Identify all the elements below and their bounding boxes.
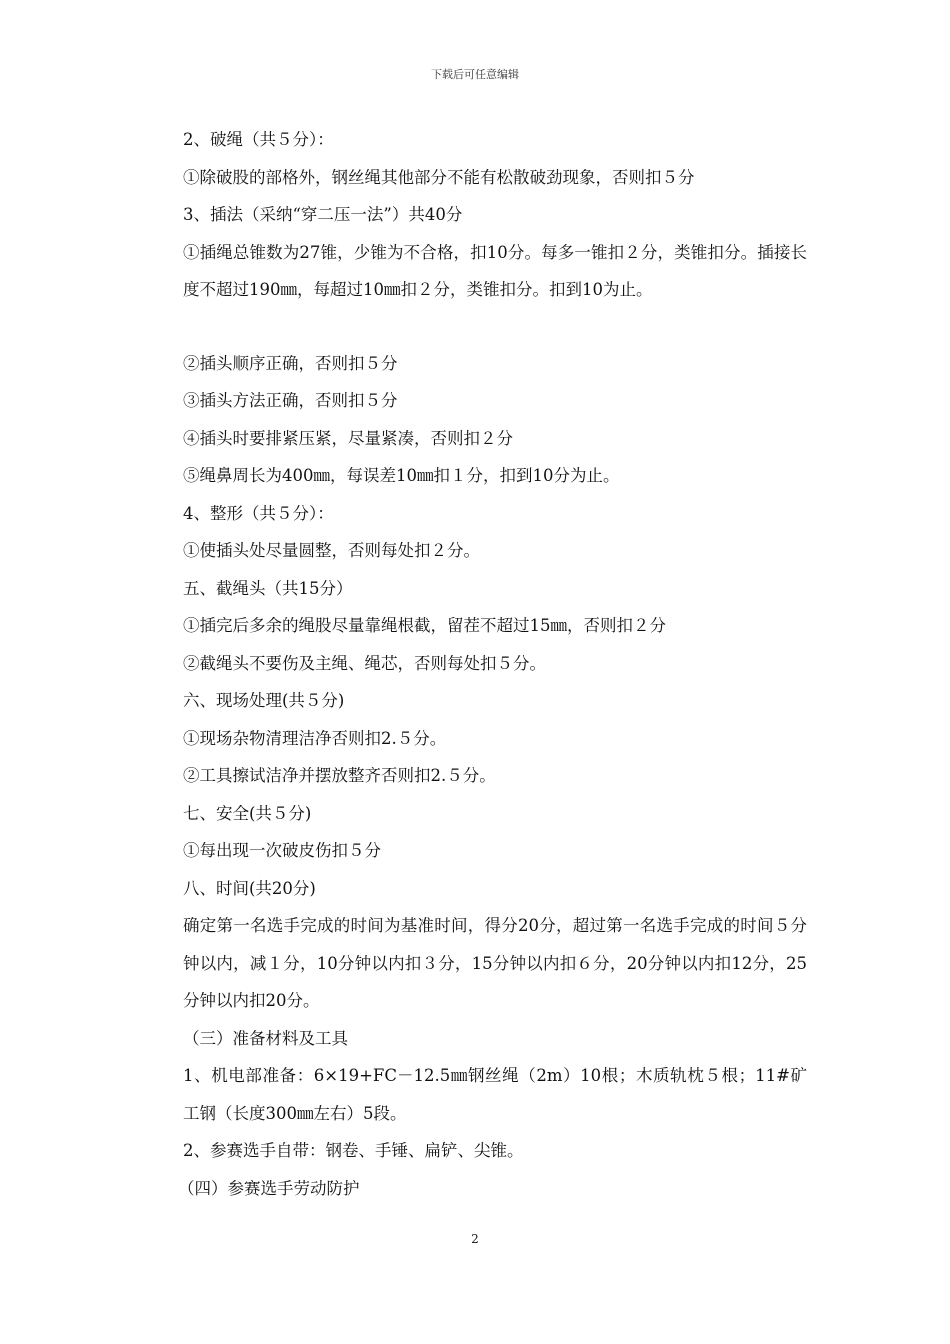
paragraph-broken-rope-heading: 2、破绳（共５分）：: [183, 130, 334, 149]
paragraph-safety-heading: 七、安全(共５分): [183, 803, 312, 823]
paragraph-time-heading: 八、时间(共20分): [183, 878, 316, 898]
paragraph-broken-rope-rule: ①除破股的部格外，钢丝绳其他部分不能有松散破劲现象，否则扣５分: [183, 167, 695, 187]
paragraph-splicing-rule-1: ①插绳总锥数为27锥，少锥为不合格，扣10分。每多一锥扣２分，类锥扣分。插接长度不超过190㎜，每超过10㎜扣２分，类锥扣分。扣到10为止。: [183, 242, 807, 299]
paragraph-cutting-rule-1: ①插完后多余的绳股尽量靠绳根截，留茬不超过15㎜，否则扣２分: [183, 616, 666, 635]
paragraph-site-rule-1: ①现场杂物清理洁净否则扣2.５分。: [183, 728, 447, 748]
paragraph-materials-heading: （三）准备材料及工具: [183, 1028, 348, 1048]
page-header: 下载后可任意编辑: [431, 68, 519, 81]
paragraph-shaping-heading: 4、整形（共５分）：: [183, 503, 334, 523]
paragraph-splicing-rule-4: ④插头时要排紧压紧，尽量紧凑，否则扣２分: [183, 428, 513, 448]
paragraph-protection-heading: （四）参赛选手劳动防护: [178, 1178, 360, 1198]
paragraph-cutting-heading: 五、截绳头（共15分）: [183, 578, 353, 598]
paragraph-site-heading: 六、现场处理(共５分): [183, 691, 345, 710]
paragraph-shaping-rule: ①使插头处尽量圆整，否则每处扣２分。: [183, 541, 480, 560]
page-number: 2: [471, 1232, 479, 1246]
paragraph-cutting-rule-2: ②截绳头不要伤及主绳、绳芯，否则每处扣５分。: [183, 653, 546, 673]
document-body: [145, 121, 807, 1207]
paragraph-site-rule-2: ②工具擦试洁净并摆放整齐否则扣2.５分。: [183, 766, 496, 785]
paragraph-safety-rule: ①每出现一次破皮伤扣５分: [183, 841, 381, 860]
paragraph-splicing-heading: 3、插法（采纳“穿二压一法”）共40分: [183, 205, 463, 224]
paragraph-splicing-rule-5: ⑤绳鼻周长为400㎜，每误差10㎜扣１分，扣到10分为止。: [183, 466, 620, 485]
paragraph-splicing-rule-2: ②插头顺序正确，否则扣５分: [183, 353, 398, 373]
paragraph-materials-item-1: 1、机电部准备：6×19+FC－12.5㎜钢丝绳（2m）10根；木质轨枕５根；11#矿工钢（长度300㎜左右）5段。: [183, 1066, 807, 1123]
paragraph-time-rule: 确定第一名选手完成的时间为基准时间，得分20分，超过第一名选手完成的时间５分钟以内，减１分，10分钟以内扣３分，15分钟以内扣６分，20分钟以内扣12分，25分钟以内扣20分。: [183, 916, 807, 1010]
paragraph-materials-item-2: 2、参赛选手自带：钢卷、手锤、扁铲、尖锥。: [183, 1141, 524, 1160]
paragraph-splicing-rule-3: ③插头方法正确，否则扣５分: [183, 391, 398, 410]
